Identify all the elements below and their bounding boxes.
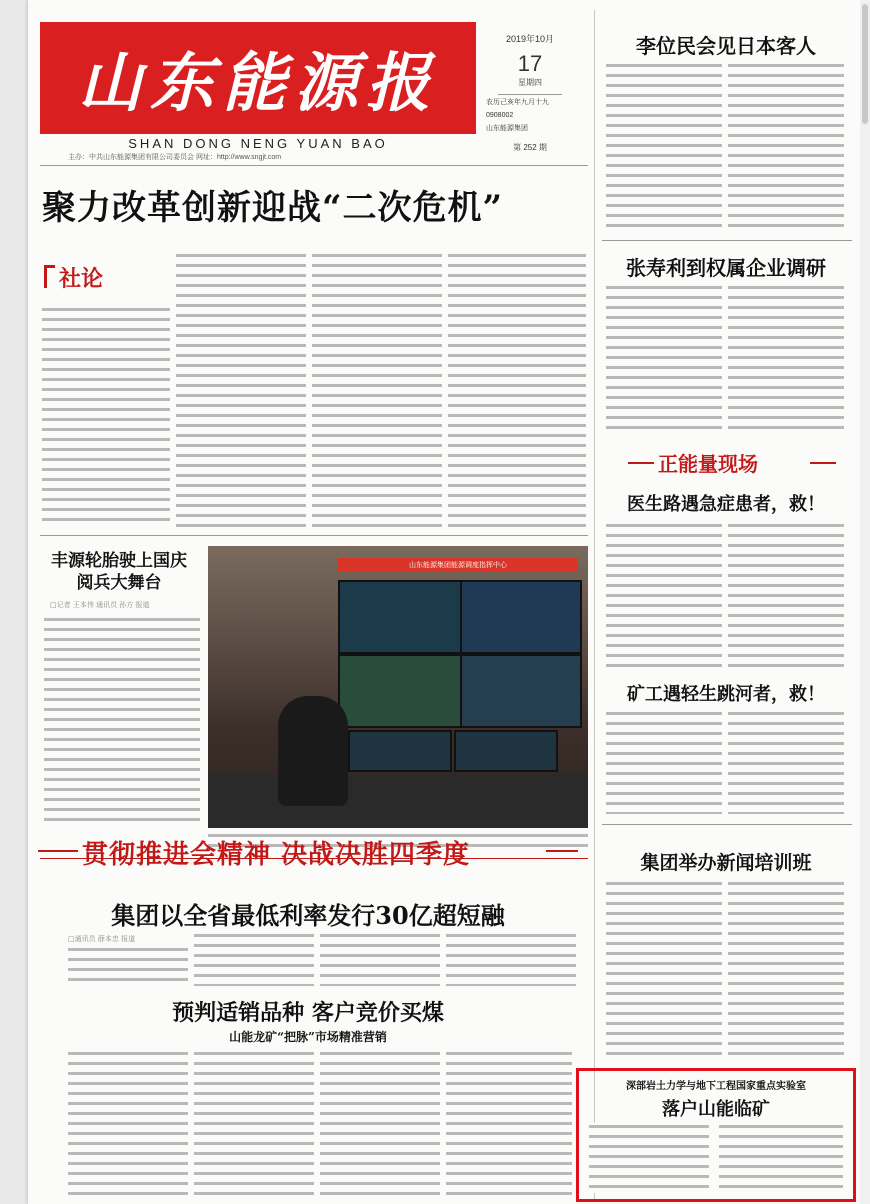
editorial-label (44, 262, 144, 302)
section-banner-title: 贯彻推进会精神 决战决胜四季度 (82, 840, 471, 870)
newspaper-page (28, 0, 862, 1204)
main-headline: 聚力改革创新迎战“二次危机” (42, 188, 504, 228)
right-story-2-headline: 张寿利到权属企业调研 (626, 256, 826, 280)
photo-screen-2 (460, 580, 582, 654)
right-rule-2 (602, 824, 852, 825)
masthead-rule (40, 165, 588, 166)
highlight-col-1 (589, 1123, 709, 1193)
editorial-column-3 (312, 252, 442, 528)
right-story-4-col-1 (606, 710, 722, 814)
page-scrollbar[interactable] (860, 0, 870, 1204)
banner-line-right (546, 850, 578, 852)
positive-energy-label: 正能量现场 (658, 452, 758, 476)
positive-energy-line-left (628, 462, 654, 464)
editorial-label-text: 社论 (59, 266, 104, 292)
right-story-5-col-1 (606, 880, 722, 1060)
right-story-3-col-2 (728, 522, 844, 672)
masthead-banner (40, 22, 476, 134)
right-story-4-headline: 矿工遇轻生跳河者，救！ (627, 684, 825, 705)
date-day: 17 (517, 51, 543, 76)
masthead (40, 22, 498, 152)
editorial-column-4 (448, 252, 586, 528)
paper-code: 0908002 (486, 112, 514, 119)
scrollbar-thumb[interactable] (862, 4, 868, 124)
left-story-headline: 丰源轮胎驶上国庆阅兵大舞台 (51, 551, 187, 593)
highlight-col-2 (719, 1123, 843, 1193)
left-story-body (44, 616, 200, 826)
positive-energy-line-right (810, 462, 836, 464)
photo-desk (208, 774, 588, 828)
date-weekday: 星期四 (498, 77, 562, 95)
bottom-story-2-subhead: 山能龙矿“把脉”市场精准营销 (229, 1030, 387, 1044)
positive-energy-header (628, 448, 838, 478)
photo-screen-4 (460, 654, 582, 728)
right-story-2-col-2 (728, 284, 844, 434)
bottom-story-1-headline: 集团以全省最低利率发行30亿超短融 (111, 901, 505, 930)
right-story-5-col-2 (728, 880, 844, 1060)
left-story-meta: □记者 王本伟 通讯员 孙方 报道 (50, 601, 150, 609)
banner-line-left (38, 850, 78, 852)
right-story-3-headline: 医生路遇急症患者，救！ (627, 494, 825, 515)
right-story-1-col-2 (728, 62, 844, 232)
date-year-month: 2019年10月 (505, 34, 555, 44)
bottom-story-1-col-2 (194, 932, 314, 986)
photo-screen-1 (338, 580, 462, 654)
bottom-story-2-col-2 (194, 1050, 314, 1200)
section-rule-1 (40, 535, 588, 536)
right-rule-1 (602, 240, 852, 241)
bottom-story-2-col-1 (68, 1050, 188, 1200)
editorial-column-1 (42, 306, 170, 528)
right-story-2-col-1 (606, 284, 722, 434)
bottom-story-2-headline: 预判适销品种 客户竞价买煤 (172, 1000, 444, 1026)
photo-banner: 山东能源集团能源调度指挥中心 (338, 558, 578, 572)
bottom-story-1-col-3 (320, 932, 440, 986)
issue-number: 第 252 期 (513, 143, 547, 152)
column-divider (594, 10, 595, 1200)
right-story-4-col-2 (728, 710, 844, 814)
right-story-1-col-1 (606, 62, 722, 232)
dispatch-center-photo (208, 546, 588, 828)
photo-screen-3 (338, 654, 462, 728)
bottom-story-2-col-3 (320, 1050, 440, 1200)
lunar-date: 农历己亥年九月十九 (486, 99, 549, 106)
bottom-story-1-col-1 (68, 946, 188, 986)
right-story-1-headline: 李位民会见日本客人 (636, 34, 816, 58)
host-line: 主办：中共山东能源集团有限公司委员会 网址：http://www.sngjt.com (68, 154, 282, 161)
bottom-story-1-meta: □通讯员 薛本忠 报道 (68, 935, 136, 943)
section-banner (38, 832, 578, 872)
right-story-5-headline: 集团举办新闻培训班 (640, 852, 812, 874)
editorial-column-2 (176, 252, 306, 528)
bottom-story-2-col-4 (446, 1050, 572, 1200)
highlighted-story[interactable] (576, 1068, 856, 1202)
photo-person (278, 696, 348, 806)
photo-monitor-2 (454, 730, 558, 772)
highlight-headline: 落户山能临矿 (662, 1099, 770, 1120)
newspaper-pinyin: SHAN DONG NENG YUAN BAO (128, 136, 388, 151)
publisher-short: 山东能源集团 (486, 125, 528, 132)
bottom-story-1-col-4 (446, 932, 576, 986)
photo-monitor-1 (348, 730, 452, 772)
highlight-kicker: 深部岩土力学与地下工程国家重点实验室 (626, 1081, 806, 1092)
editorial-mark-icon (44, 265, 55, 288)
right-story-3-col-1 (606, 522, 722, 672)
date-box (480, 32, 580, 156)
newspaper-title: 山东能源报 (78, 46, 438, 121)
